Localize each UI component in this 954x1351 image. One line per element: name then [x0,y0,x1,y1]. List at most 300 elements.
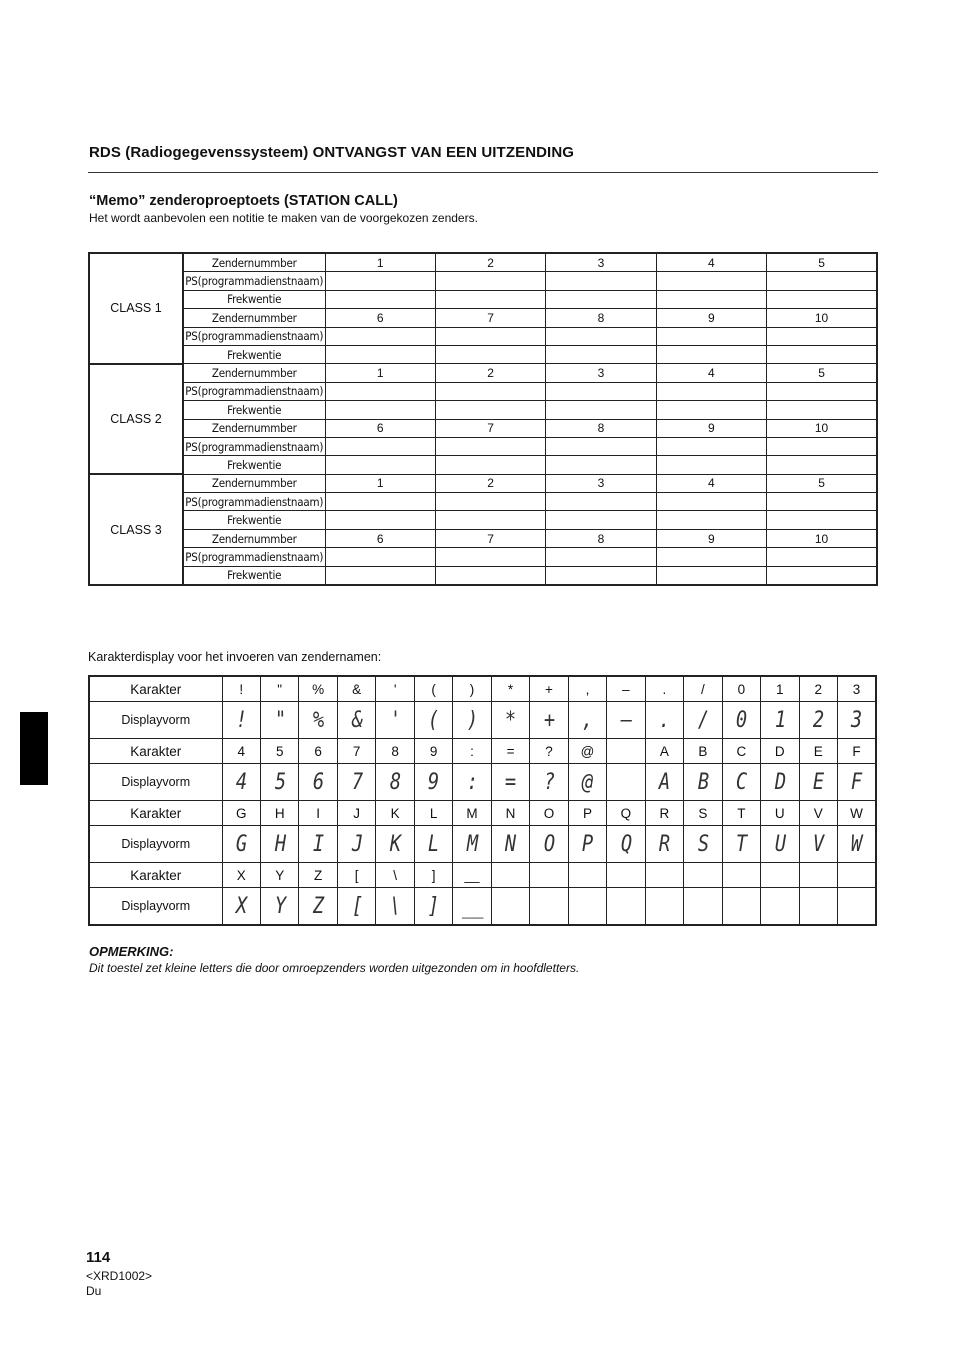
station-number-cell: 10 [767,419,877,437]
subtitle: “Memo” zenderoproeptoets (STATION CALL) [89,193,398,209]
segment-glyph: A [659,769,670,795]
segment-glyph-cell [761,702,799,739]
blank-entry-cell [325,493,435,511]
segment-glyph: : [466,769,478,795]
character-cell: D [761,739,799,764]
blank-entry-cell [656,548,766,566]
character-cell: . [645,676,683,702]
station-number-cell: 1 [325,474,435,492]
segment-glyph: \ [389,893,401,919]
segment-glyph-cell [684,764,722,801]
segment-glyph-cell [376,764,414,801]
blank-entry-cell [546,566,656,585]
segment-glyph: 7 [351,769,362,795]
blank-entry-cell [656,493,766,511]
station-number-cell: 3 [546,474,656,492]
segment-glyph: W [851,831,862,857]
character-cell [838,863,877,888]
character-cell: C [722,739,760,764]
display-row [89,826,876,863]
segment-glyph: 6 [312,769,324,795]
row-label: PS(programmadienstnaam) [183,493,325,511]
blank-entry-cell [767,345,877,363]
memo-row [89,327,877,345]
page-side-tab [20,712,48,785]
memo-row [89,529,877,547]
segment-glyph: / [697,707,709,733]
memo-row [89,364,877,382]
row-label: Zendernummber [183,253,325,272]
blank-entry-cell [325,327,435,345]
character-row [89,676,876,702]
station-number-cell: 9 [656,309,766,327]
segment-glyph: __ [461,893,483,919]
station-number-cell: 4 [656,364,766,382]
segment-glyph: L [428,831,439,857]
character-cell: T [722,801,760,826]
row-label: PS(programmadienstnaam) [183,272,325,290]
station-number-cell: 9 [656,529,766,547]
station-number-cell: 10 [767,309,877,327]
blank-entry-cell [767,382,877,400]
segment-glyph: E [813,769,824,795]
memo-row [89,419,877,437]
blank-entry-cell [546,290,656,308]
character-cell: 7 [337,739,375,764]
segment-glyph-cell [222,888,260,926]
blank-entry-cell [325,290,435,308]
display-row [89,888,876,926]
station-number-cell: 3 [546,253,656,272]
segment-glyph-cell [260,888,298,926]
station-number-cell: 3 [546,364,656,382]
segment-glyph-cell [838,702,877,739]
segment-glyph-cell [607,888,645,926]
segment-glyph-cell [299,702,337,739]
section-title: RDS (Radiogegevenssysteem) ONTVANGST VAN EEN UITZENDING [89,144,575,161]
station-number-cell: 1 [325,364,435,382]
character-cell: 8 [376,739,414,764]
segment-glyph-cell [222,764,260,801]
segment-glyph-cell [568,764,606,801]
row-label: Frekwentie [183,456,325,474]
segment-glyph: * [505,707,516,733]
blank-entry-cell [325,382,435,400]
character-cell: 4 [222,739,260,764]
blank-entry-cell [546,493,656,511]
blank-entry-cell [435,382,545,400]
character-cell: " [260,676,298,702]
blank-entry-cell [546,511,656,529]
blank-entry-cell [767,511,877,529]
segment-glyph-cell [337,826,375,863]
segment-glyph: C [736,769,747,795]
segment-glyph: S [697,831,709,857]
blank-entry-cell [435,511,545,529]
memo-row [89,345,877,363]
segment-glyph-cell [260,826,298,863]
blank-entry-cell [656,382,766,400]
station-number-cell: 4 [656,474,766,492]
segment-glyph: U [774,831,786,857]
segment-glyph: = [505,769,516,795]
segment-glyph: 9 [428,769,439,795]
character-cell: O [530,801,568,826]
blank-entry-cell [546,327,656,345]
char-table-caption: Karakterdisplay voor het invoeren van zendernamen: [88,650,382,664]
character-cell: ? [530,739,568,764]
segment-glyph: V [813,831,824,857]
blank-entry-cell [656,456,766,474]
segment-glyph-cell [260,764,298,801]
row-label: Frekwentie [183,290,325,308]
segment-glyph: T [736,831,747,857]
character-cell: 2 [799,676,837,702]
blank-entry-cell [325,511,435,529]
segment-glyph: + [543,707,555,733]
segment-glyph-cell [453,764,491,801]
character-cell: R [645,801,683,826]
station-number-cell: 8 [546,309,656,327]
row-label: Zendernummber [183,419,325,437]
segment-glyph: 8 [389,769,401,795]
blank-entry-cell [325,401,435,419]
segment-glyph-cell [645,764,683,801]
blank-entry-cell [656,272,766,290]
character-cell: U [761,801,799,826]
blank-entry-cell [435,345,545,363]
segment-glyph: ? [543,769,555,795]
blank-entry-cell [656,345,766,363]
segment-glyph-cell [260,702,298,739]
segment-glyph-cell [337,888,375,926]
segment-glyph-cell [453,702,491,739]
segment-glyph: I [312,831,324,857]
segment-glyph-cell [761,826,799,863]
character-cell: \ [376,863,414,888]
character-cell: M [453,801,491,826]
segment-glyph: ) [466,707,478,733]
character-cell: ' [376,676,414,702]
character-cell: @ [568,739,606,764]
segment-glyph-cell [453,826,491,863]
station-number-cell: 1 [325,253,435,272]
segment-glyph: O [543,831,555,857]
character-cell: / [684,676,722,702]
station-number-cell: 7 [435,529,545,547]
blank-entry-cell [656,327,766,345]
character-cell: 1 [761,676,799,702]
blank-entry-cell [546,401,656,419]
memo-row [89,548,877,566]
character-cell: 9 [414,739,452,764]
character-cell: 0 [722,676,760,702]
segment-glyph-cell [568,826,606,863]
segment-glyph-cell [299,764,337,801]
blank-entry-cell [546,548,656,566]
character-cell: ! [222,676,260,702]
blank-entry-cell [435,437,545,455]
segment-glyph-cell [337,764,375,801]
segment-glyph: H [274,831,285,857]
memo-row [89,290,877,308]
blank-entry-cell [656,511,766,529]
row-label: PS(programmadienstnaam) [183,327,325,345]
character-cell: Q [607,801,645,826]
blank-entry-cell [656,437,766,455]
blank-entry-cell [435,290,545,308]
segment-glyph-cell [838,826,877,863]
character-cell [799,863,837,888]
blank-entry-cell [435,272,545,290]
segment-glyph-cell [838,764,877,801]
character-cell: B [684,739,722,764]
karakter-label: Karakter [89,739,222,764]
segment-glyph: ! [236,707,247,733]
character-cell: I [299,801,337,826]
blank-entry-cell [546,345,656,363]
station-number-cell: 8 [546,529,656,547]
segment-glyph: 3 [851,707,862,733]
blank-entry-cell [546,272,656,290]
segment-glyph-cell [799,764,837,801]
character-cell: Y [260,863,298,888]
segment-glyph: ] [428,893,439,919]
station-number-cell: 4 [656,253,766,272]
segment-glyph-cell [645,888,683,926]
station-number-cell: 2 [435,253,545,272]
segment-glyph-cell [414,702,452,739]
segment-glyph: & [351,707,362,733]
segment-glyph: N [505,831,516,857]
segment-glyph-cell [222,702,260,739]
blank-entry-cell [767,493,877,511]
segment-glyph-cell [645,702,683,739]
row-label: Frekwentie [183,345,325,363]
segment-glyph: ' [389,707,401,733]
character-cell: J [337,801,375,826]
memo-row [89,474,877,492]
segment-glyph: D [774,769,786,795]
station-number-cell: 6 [325,529,435,547]
memo-row [89,309,877,327]
segment-glyph-cell [414,888,452,926]
station-number-cell: 10 [767,529,877,547]
blank-entry-cell [325,566,435,585]
segment-glyph-cell [684,702,722,739]
segment-glyph-cell [530,702,568,739]
character-cell: [ [337,863,375,888]
character-cell: Z [299,863,337,888]
character-cell [722,863,760,888]
segment-glyph-cell [645,826,683,863]
row-label: PS(programmadienstnaam) [183,382,325,400]
segment-glyph-cell [684,826,722,863]
character-cell: 3 [838,676,877,702]
blank-entry-cell [767,290,877,308]
segment-glyph: Q [620,831,632,857]
character-cell [684,863,722,888]
character-cell: P [568,801,606,826]
character-cell: ) [453,676,491,702]
blank-entry-cell [435,493,545,511]
character-cell: ] [414,863,452,888]
character-cell: + [530,676,568,702]
station-number-cell: 9 [656,419,766,437]
display-row [89,764,876,801]
character-cell: * [491,676,529,702]
character-row [89,863,876,888]
page-number: 114 [86,1249,111,1266]
station-number-cell: 7 [435,419,545,437]
character-cell: V [799,801,837,826]
segment-glyph: 1 [774,707,786,733]
character-cell [491,863,529,888]
character-cell [607,863,645,888]
displayvorm-label: Displayvorm [89,702,222,739]
segment-glyph-cell [838,888,877,926]
blank-entry-cell [767,437,877,455]
segment-glyph: 5 [274,769,285,795]
segment-glyph-cell [761,888,799,926]
segment-glyph: B [697,769,709,795]
character-cell: K [376,801,414,826]
segment-glyph: J [351,831,362,857]
character-cell: ( [414,676,452,702]
segment-glyph: . [659,707,670,733]
blank-entry-cell [546,456,656,474]
segment-glyph-cell [299,888,337,926]
segment-glyph: @ [582,769,593,795]
character-cell: F [838,739,877,764]
station-number-cell: 2 [435,474,545,492]
segment-glyph: 4 [236,769,247,795]
document-code: <XRD1002> [86,1269,153,1283]
blank-entry-cell [767,456,877,474]
note-text: Dit toestel zet kleine letters die door omroepzenders worden uitgezonden om in hoofdletters. [89,961,580,975]
segment-glyph: M [466,831,478,857]
blank-entry-cell [435,401,545,419]
blank-entry-cell [767,566,877,585]
segment-glyph-cell [299,826,337,863]
segment-glyph: [ [351,893,362,919]
blank-entry-cell [546,437,656,455]
station-number-cell: 5 [767,364,877,382]
segment-glyph-cell [491,764,529,801]
character-cell: H [260,801,298,826]
segment-glyph-cell [722,764,760,801]
segment-glyph-cell [799,888,837,926]
character-cell [530,863,568,888]
intro-text: Het wordt aanbevolen een notitie te maken van de voorgekozen zenders. [89,211,478,225]
segment-glyph-cell [607,702,645,739]
segment-glyph-cell [799,826,837,863]
memo-row [89,566,877,585]
character-cell: __ [453,863,491,888]
displayvorm-label: Displayvorm [89,764,222,801]
segment-glyph-cell [414,826,452,863]
row-label: PS(programmadienstnaam) [183,437,325,455]
class-label: CLASS 3 [89,474,183,585]
character-cell: A [645,739,683,764]
class-label: CLASS 1 [89,253,183,364]
memo-row [89,456,877,474]
segment-glyph-cell [607,764,645,801]
blank-entry-cell [325,345,435,363]
title-divider [88,172,878,173]
row-label: Frekwentie [183,566,325,585]
displayvorm-label: Displayvorm [89,888,222,926]
segment-glyph-cell [530,888,568,926]
character-cell: = [491,739,529,764]
row-label: Frekwentie [183,511,325,529]
memo-row [89,437,877,455]
character-cell: 6 [299,739,337,764]
blank-entry-cell [325,548,435,566]
station-number-cell: 5 [767,253,877,272]
segment-glyph-cell [568,702,606,739]
segment-glyph: , [582,707,593,733]
station-memo-table [88,252,878,586]
blank-entry-cell [767,272,877,290]
segment-glyph-cell [722,826,760,863]
blank-entry-cell [767,327,877,345]
segment-glyph-cell [376,702,414,739]
character-cell [607,739,645,764]
segment-glyph-cell [491,702,529,739]
character-cell [761,863,799,888]
segment-glyph-cell [376,888,414,926]
memo-row [89,272,877,290]
station-number-cell: 7 [435,309,545,327]
row-label: Zendernummber [183,309,325,327]
segment-glyph-cell [607,826,645,863]
segment-glyph-cell [530,826,568,863]
character-cell: % [299,676,337,702]
character-cell: X [222,863,260,888]
segment-glyph-cell [722,702,760,739]
station-number-cell: 8 [546,419,656,437]
character-cell: & [337,676,375,702]
segment-glyph-cell [414,764,452,801]
character-row [89,801,876,826]
row-label: Zendernummber [183,529,325,547]
blank-entry-cell [325,272,435,290]
character-cell: – [607,676,645,702]
blank-entry-cell [656,290,766,308]
displayvorm-label: Displayvorm [89,826,222,863]
blank-entry-cell [435,566,545,585]
segment-glyph-cell [491,826,529,863]
row-label: Zendernummber [183,474,325,492]
memo-row [89,511,877,529]
memo-row [89,253,877,272]
segment-glyph-cell [491,888,529,926]
character-cell: , [568,676,606,702]
blank-entry-cell [325,437,435,455]
blank-entry-cell [546,382,656,400]
karakter-label: Karakter [89,676,222,702]
station-number-cell: 5 [767,474,877,492]
segment-glyph-cell [376,826,414,863]
blank-entry-cell [767,401,877,419]
segment-glyph: Y [274,893,285,919]
class-label: CLASS 2 [89,364,183,474]
character-cell: N [491,801,529,826]
character-cell: 5 [260,739,298,764]
segment-glyph: G [236,831,247,857]
memo-row [89,493,877,511]
